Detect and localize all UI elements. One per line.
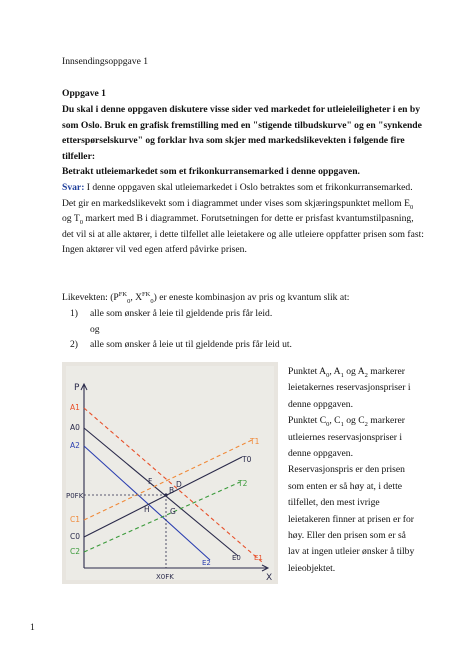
price-axis-label: P [74,383,80,393]
superscript: FK [118,290,128,298]
list-item [70,306,292,322]
reservation-price-explanation [288,364,438,577]
label-b: B [169,486,175,495]
answer-line: det vil si at alle aktører, i dette tilfellet alle leietakere og alle utleiere oppfatter prisen som fast: [62,228,424,240]
label-a2: A2 [70,441,80,450]
task-line: etterspørselskurve" og forklar hva som skjer med markedslikevekten i følgende fire [62,135,405,147]
market-diagram-photo [62,362,278,584]
task-line: tilfeller: [62,150,96,162]
superscript: FK [142,290,151,298]
eq-text: ) er eneste kombinasjon av pris og kvantum slik at: [153,292,350,303]
side-text: Punktet C [288,415,327,427]
answer-text: og T [62,213,80,225]
side-line: leieobjektet. [288,562,336,574]
label-d: D [176,480,182,489]
subtask-line: Betrakt utleiemarkedet som et frikonkurransemarked i denne oppgaven. [62,166,360,178]
label-t1: T1 [250,437,260,446]
document-heading: Innsendingsoppgave 1 [62,56,149,67]
subscript: 0 [127,297,131,305]
list-item [70,337,292,353]
label-e1: E1 [254,554,263,562]
answer-text: markert med B i diagrammet. Forutsetningen for dette er prisfast kvantumstilpasning, [85,213,414,225]
side-text: og C [343,415,365,427]
answer-line: Ingen aktører vil ved egen atferd påvirke prisen. [62,244,247,256]
label-e0: E0 [232,554,241,562]
label-c0: C0 [70,532,81,541]
side-text: , A [329,366,341,377]
list-text: alle som ønsker å leie til gjeldende pris får leid. [90,308,273,319]
list-number: 2) [70,339,78,351]
subscript: 1 [340,421,344,429]
market-diagram [62,362,278,584]
label-f: F [148,477,153,486]
side-line: leietakeren finner at prisen er for [288,513,414,525]
equilibrium-statement [62,290,349,306]
side-line: denne oppgaven. [288,448,354,460]
task-line: Du skal i denne oppgaven diskutere visse sider ved markedet for utleieleiligheter i en by [62,104,420,115]
subscript: 1 [340,371,344,379]
eq-text: , X [130,292,143,303]
label-x0fk: X0FK [156,573,174,581]
side-text: markerer [367,415,405,427]
label-e2: E2 [202,559,211,567]
label-a1: A1 [70,403,80,412]
answer-line [62,180,442,196]
side-text: Punktet A [288,366,327,377]
subscript: 0 [326,371,330,379]
subscript: 0 [409,203,414,211]
subscript: 0 [150,297,154,305]
side-line: som enten er så høy at, i dette [288,480,403,492]
subscript: 0 [326,421,330,429]
eq-text: Likevekten: (P [62,292,119,303]
answer-line [62,196,442,212]
label-t0: T0 [242,455,252,464]
label-a0: A0 [70,423,80,432]
task-title: Oppgave 1 [62,88,106,99]
answer-line [62,211,442,227]
side-line: tilfellet, den mest ivrige [288,497,380,509]
task-line: som Oslo. Bruk en grafisk fremstilling med en "stigende tilbudskurve" og en "synkende [62,119,422,131]
side-line: leietakernes reservasjonspriser i [288,382,411,394]
side-line: lav at ingen utleier ønsker å tilby [288,546,415,558]
label-h: H [144,505,150,514]
label-p0fk: P0FK [66,492,84,500]
label-c1: C1 [70,515,81,524]
side-line: Reservasjonspris er den prisen [288,464,405,476]
side-line [288,413,438,429]
list-connector: og [90,323,100,335]
side-text: og A [343,366,365,377]
list-number: 1) [70,308,78,319]
subscript: 2 [364,371,368,379]
side-text: markerer [367,366,405,377]
answer-label: Svar: [62,182,85,193]
side-text: , C [329,415,341,427]
quantity-axis-label: X [266,573,273,583]
subscript: 2 [364,421,368,429]
list-text: alle som ønsker å leie ut til gjeldende pris får leid ut. [90,339,292,351]
equilibrium-point-b [164,493,167,496]
side-line: utleiernes reservasjonspriser i [288,431,403,443]
label-t2: T2 [238,479,248,488]
page-number: 1 [30,622,35,633]
task-text [62,102,422,180]
subscript: 0 [79,219,83,227]
side-line [288,364,438,380]
answer-first-text: I denne oppgaven skal utleiemarkedet i Oslo betraktes som et frikonkurransemarked. [84,182,413,193]
answer-paragraph [62,180,442,258]
side-line: høy. Eller den prisen som er så [288,530,406,542]
condition-list [70,306,292,353]
answer-text: Det gir en markedslikevekt som i diagrammet under vises som skjæringspunktet mellom E [62,197,410,209]
label-g: G [170,507,176,516]
side-line: denne oppgaven. [288,398,354,410]
label-c2: C2 [70,547,81,556]
